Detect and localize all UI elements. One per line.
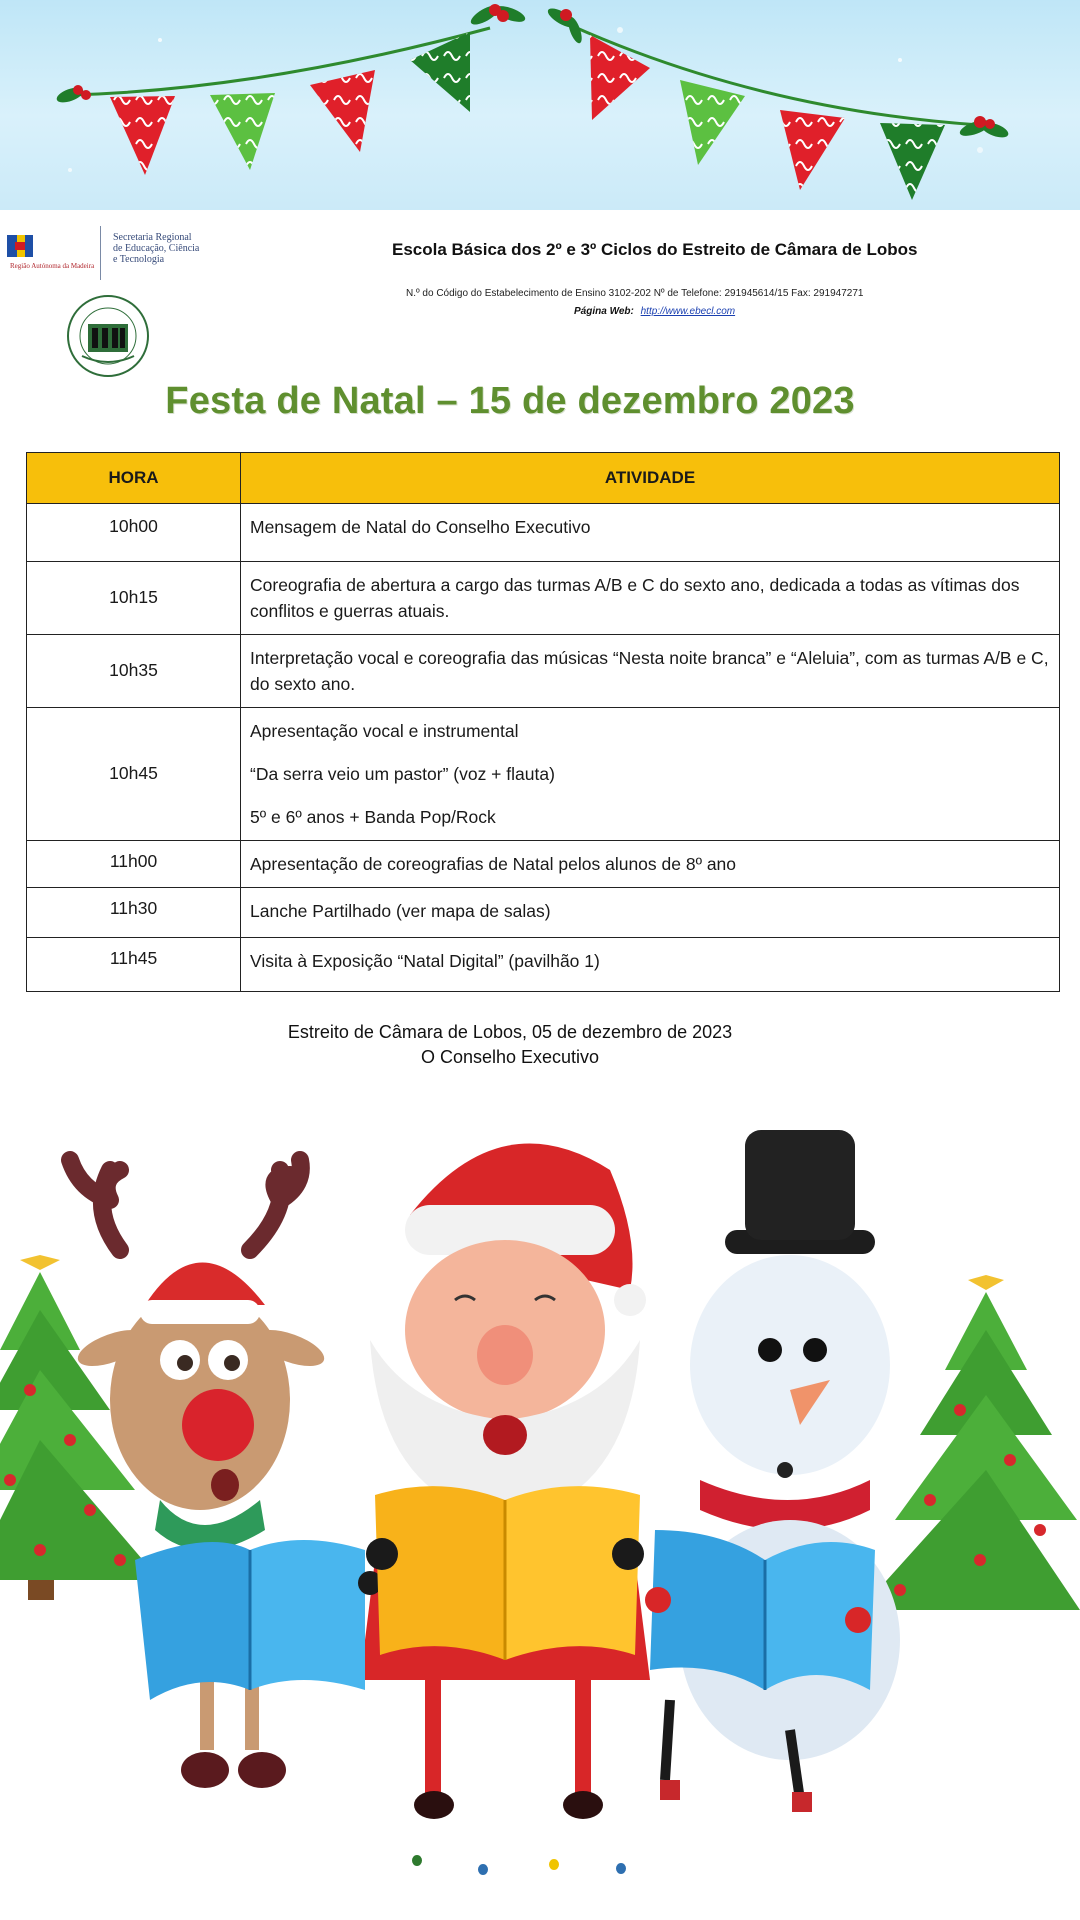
hora-cell: 10h45 xyxy=(27,708,241,841)
table-row xyxy=(27,888,1060,938)
table-header-row xyxy=(27,453,1060,504)
region-logo-icon xyxy=(6,224,100,284)
hora-cell: 11h45 xyxy=(27,938,241,992)
table-row xyxy=(27,562,1060,635)
snowman-icon xyxy=(660,1130,900,1812)
signature: O Conselho Executivo xyxy=(420,1047,600,1067)
atividade-cell: Apresentação vocal e instrumental “Da serra veio um pastor” (voz + flauta) 5º e 6º anos + Banda Pop/Rock xyxy=(241,708,1060,841)
table-row xyxy=(27,708,1060,841)
school-contact-info: N.º do Código do Estabelecimento de Ensino 3102-202 Nº de Telefone: 291945614/15 Fax: 291947271 xyxy=(406,288,864,299)
school-website xyxy=(574,306,735,317)
decorative-dots xyxy=(0,1855,1080,1875)
bunting-flags-icon xyxy=(0,0,1080,210)
column-header-atividade: ATIVIDADE xyxy=(241,453,1060,504)
atividade-cell: Mensagem de Natal do Conselho Executivo xyxy=(241,504,1060,562)
bunting-banner xyxy=(0,0,1080,210)
decorative-dot-icon xyxy=(478,1864,488,1875)
table-row xyxy=(27,635,1060,708)
hora-cell: 11h30 xyxy=(27,888,241,938)
decorative-dot-icon xyxy=(412,1855,422,1866)
atividade-cell: Lanche Partilhado (ver mapa de salas) xyxy=(241,888,1060,938)
atividade-cell: Interpretação vocal e coreografia das músicas “Nesta noite branca” e “Aleluia”, com as turmas A/B e C, do sexto ano. xyxy=(241,635,1060,708)
decorative-dot-icon xyxy=(549,1859,559,1870)
table-row xyxy=(27,504,1060,562)
hora-cell: 10h15 xyxy=(27,562,241,635)
secretaria-name: Secretaria Regional de Educação, Ciência e Tecnologia xyxy=(113,232,200,265)
region-name: Região Autónoma da Madeira xyxy=(10,262,95,270)
songbook-blue-left-icon xyxy=(135,1540,382,1700)
atividade-cell: Coreografia de abertura a cargo das turmas A/B e C do sexto ano, dedicada a todas as vítimas dos conflitos e guerras atuais. xyxy=(241,562,1060,635)
songbook-yellow-icon xyxy=(366,1486,644,1660)
christmas-carolers-illustration xyxy=(0,1080,1080,1860)
page-title: Festa de Natal – 15 de dezembro 2023 xyxy=(165,380,855,422)
school-seal-icon xyxy=(62,290,154,382)
table-row xyxy=(27,938,1060,992)
website-link[interactable]: http://www.ebecl.com xyxy=(640,306,736,317)
atividade-cell: Visita à Exposição “Natal Digital” (pavilhão 1) xyxy=(241,938,1060,992)
logo-divider xyxy=(100,226,101,280)
decorative-dot-icon xyxy=(616,1863,626,1874)
column-header-hora: HORA xyxy=(27,453,241,504)
website-label: Página Web: xyxy=(574,306,634,317)
hora-cell: 10h35 xyxy=(27,635,241,708)
table-row xyxy=(27,841,1060,888)
letterhead xyxy=(0,210,1080,380)
christmas-tree-icon xyxy=(860,1275,1080,1610)
schedule-table xyxy=(26,452,1060,992)
hora-cell: 10h00 xyxy=(27,504,241,562)
place-date: Estreito de Câmara de Lobos, 05 de dezembro de 2023 xyxy=(287,1022,733,1042)
school-name: Escola Básica dos 2º e 3º Ciclos do Estreito de Câmara de Lobos xyxy=(392,240,918,259)
santa-claus-icon xyxy=(360,1144,650,1819)
atividade-cell: Apresentação de coreografias de Natal pelos alunos de 8º ano xyxy=(241,841,1060,888)
footer-signature xyxy=(0,1020,1020,1070)
hora-cell: 11h00 xyxy=(27,841,241,888)
